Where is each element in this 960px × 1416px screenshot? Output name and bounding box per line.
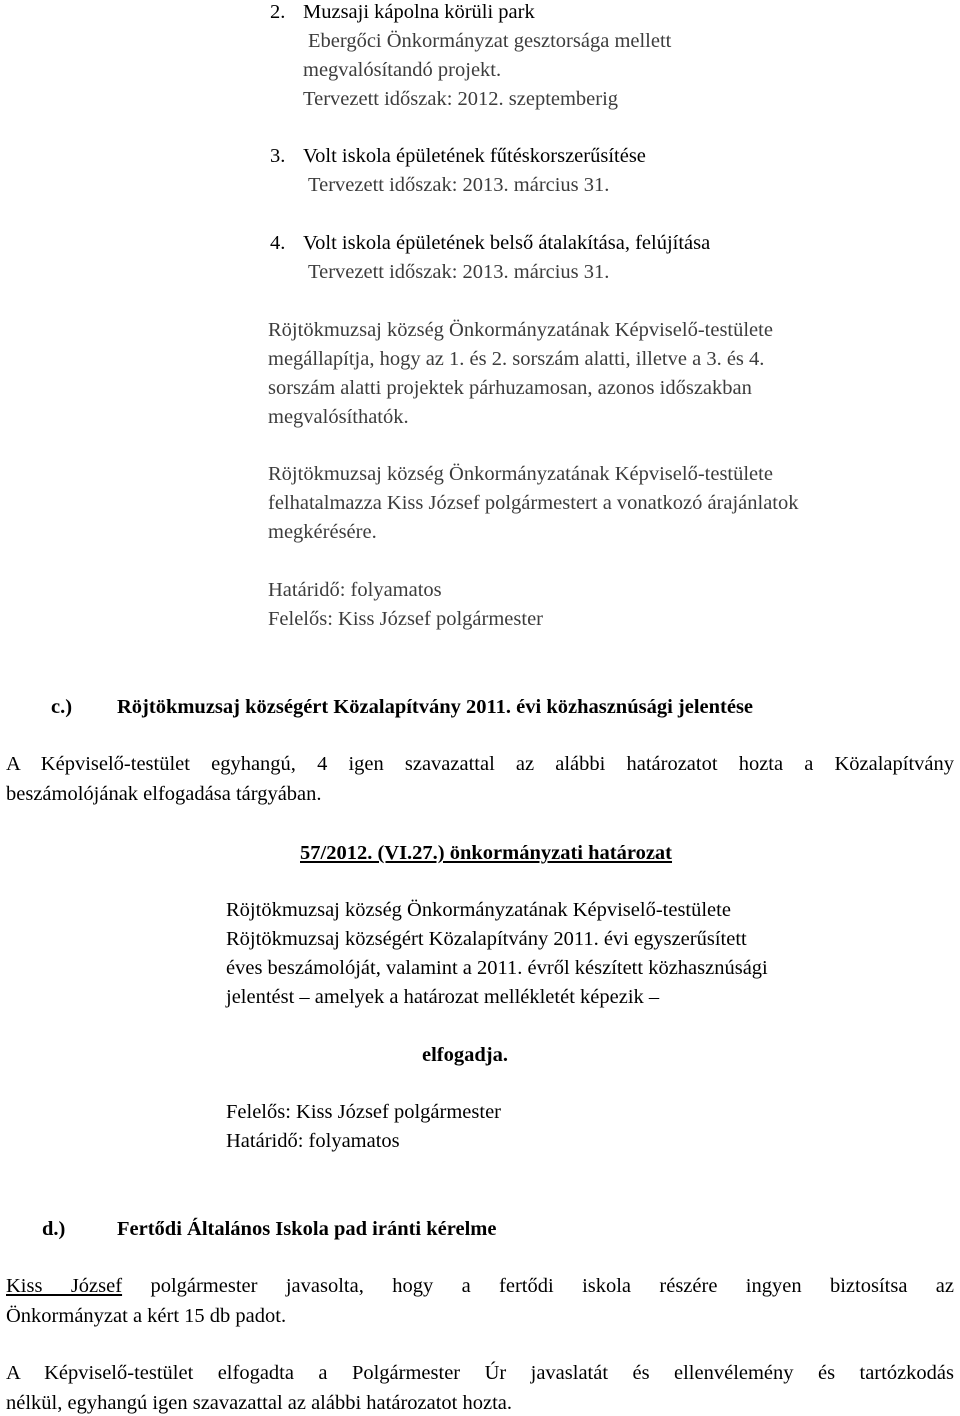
resolution-line: Röjtökmuzsaj községért Közalapítvány 2011. évi egyszerűsített [226, 928, 747, 950]
resolution-responsible: Felelős: Kiss József polgármester [226, 1101, 501, 1123]
block2-line: felhatalmazza Kiss József polgármestert a vonatkozó árajánlatok [268, 492, 799, 514]
list-item-3-number: 3. [270, 145, 286, 167]
resolution-line: éves beszámolóját, valamint a 2011. évről készített közhasznúsági [226, 957, 768, 979]
list-item-2-line2: Ebergőci Önkormányzat gesztorsága mellett [308, 30, 672, 52]
section-d-para1-line1 [6, 1272, 954, 1301]
resolution-heading: 57/2012. (VI.27.) önkormányzati határozat [300, 842, 673, 864]
block1-line: Röjtökmuzsaj község Önkormányzatának Képviselő-testülete [268, 319, 773, 341]
section-d-title: Fertődi Általános Iskola pad iránti kérelme [117, 1218, 497, 1240]
list-item-2-line3: megvalósítandó projekt. [303, 59, 502, 81]
list-item-2-title: Muzsaji kápolna körüli park [303, 1, 535, 23]
list-item-2-number: 2. [270, 1, 286, 23]
block1-line: megvalósíthatók. [268, 406, 409, 428]
block1-line: sorszám alatti projektek párhuzamosan, azonos időszakban [268, 377, 752, 399]
section-c-title: Röjtökmuzsaj községért Közalapítvány 2011. évi közhasznúsági jelentése [117, 696, 754, 718]
section-d-para2-line1: A Képviselő-testület elfogadta a Polgármester Úr javaslatát és ellenvélemény és tartózkodás [6, 1362, 954, 1384]
resolution-deadline: Határidő: folyamatos [226, 1130, 400, 1152]
list-item-3-title: Volt iskola épületének fűtéskorszerűsítése [303, 145, 646, 167]
block2-line: Röjtökmuzsaj község Önkormányzatának Képviselő-testülete [268, 463, 773, 485]
section-d-para1-line2: Önkormányzat a kért 15 db padot. [6, 1305, 287, 1327]
section-c-paragraph-line2: beszámolójának elfogadása tárgyában. [6, 783, 322, 805]
resolution-line: Röjtökmuzsaj község Önkormányzatának Képviselő-testülete [226, 899, 731, 921]
block1-line: megállapítja, hogy az 1. és 2. sorszám alatti, illetve a 3. és 4. [268, 348, 765, 370]
list-item-2-period: Tervezett időszak: 2012. szeptemberig [303, 88, 619, 110]
section-d-label: d.) [42, 1218, 66, 1240]
mayor-name: Kiss József [6, 1275, 123, 1297]
list-item-4-period: Tervezett időszak: 2013. március 31. [308, 261, 610, 283]
list-item-4-title: Volt iskola épületének belső átalakítása, felújítása [303, 232, 711, 254]
block2-line: megkérésére. [268, 521, 377, 543]
section-d-para2-line2: nélkül, egyhangú igen szavazattal az alábbi határozatot hozta. [6, 1392, 513, 1414]
section-d-para1-text: polgármester javasolta, hogy a fertődi iskola részére ingyen biztosítsa az [122, 1275, 954, 1297]
list-item-4-number: 4. [270, 232, 286, 254]
section-c-label: c.) [51, 696, 73, 718]
section-c-paragraph-line1: A Képviselő-testület egyhangú, 4 igen szavazattal az alábbi határozatot hozta a Közalapítvány [6, 753, 954, 775]
list-item-3-period: Tervezett időszak: 2013. március 31. [308, 174, 610, 196]
block3-deadline: Határidő: folyamatos [268, 579, 442, 601]
resolution-decision: elfogadja. [422, 1044, 508, 1066]
resolution-line: jelentést – amelyek a határozat mellékletét képezik – [226, 986, 660, 1008]
block3-responsible: Felelős: Kiss József polgármester [268, 608, 543, 630]
